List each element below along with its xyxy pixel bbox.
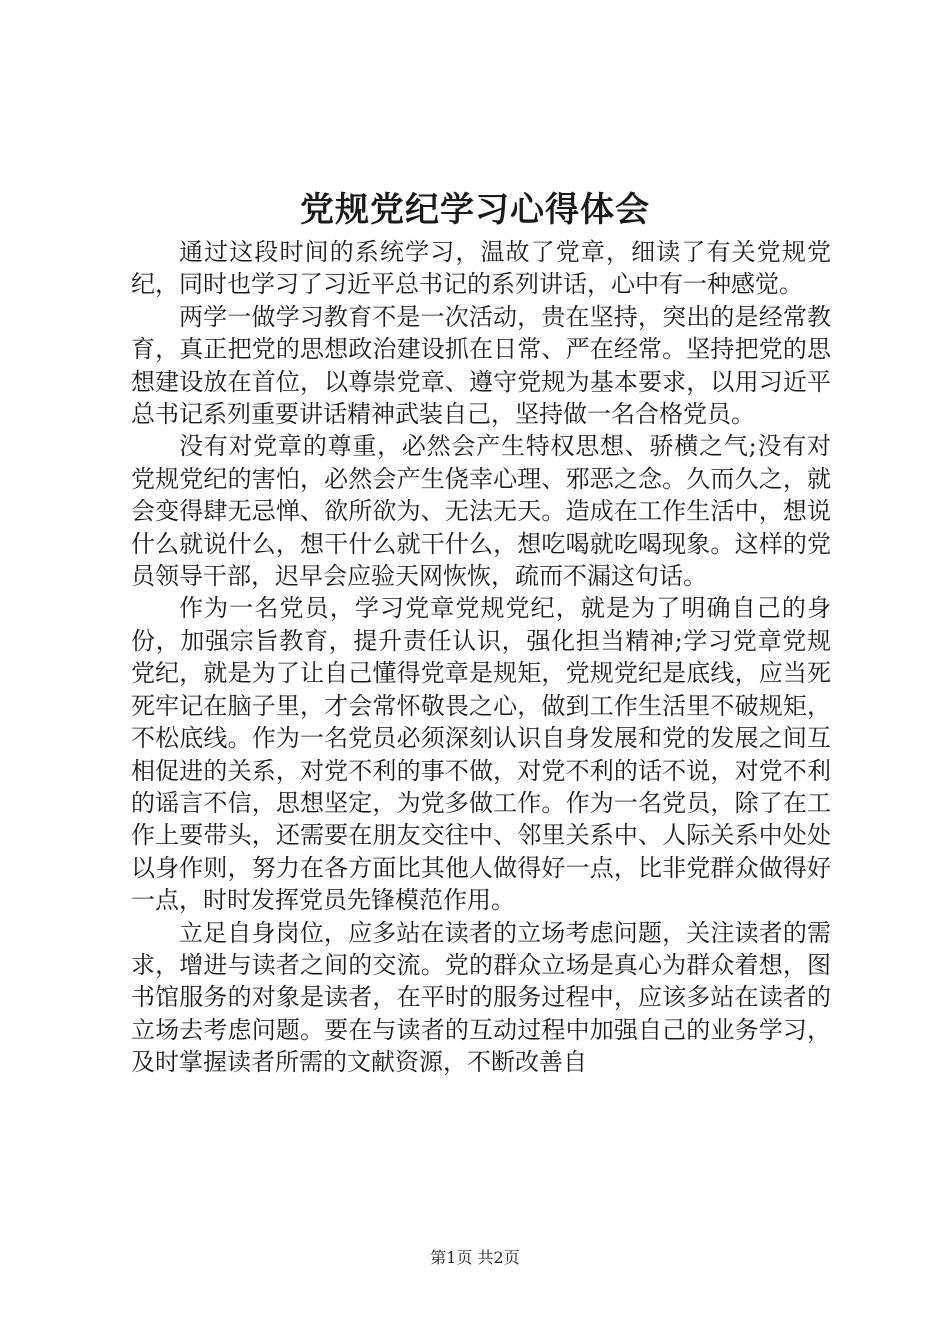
document-title: 党规党纪学习心得体会 bbox=[300, 190, 650, 230]
paragraph-5: 立足自身岗位，应多站在读者的立场考虑问题，关注读者的需求，增进与读者之间的交流。党的群众立场是真心为群众着想，图书馆服务的对象是读者，在平时的服务过程中，应该多站在读者的立场去考虑问题。要在与读者的互动过程中加强自己的业务学习，及时掌握读者所需的文献资源，不断改善自 bbox=[131, 918, 831, 1077]
document-body bbox=[131, 236, 831, 1079]
paragraph-2: 两学一做学习教育不是一次活动，贵在坚持，突出的是经常教育，真正把党的思想政治建设抓在日常、严在经常。坚持把党的思想建设放在首位，以尊崇党章、遵守党规为基本要求，以用习近平总书记系列重要讲话精神武装自己，坚持做一名合格党员。 bbox=[131, 302, 831, 429]
paragraph-3: 没有对党章的尊重，必然会产生特权思想、骄横之气;没有对党规党纪的害怕，必然会产生侥幸心理、邪恶之念。久而久之，就会变得肆无忌惮、欲所欲为、无法无天。造成在工作生活中，想说什么就说什么，想干什么就干什么，想吃喝就吃喝现象。这样的党员领导干部，迟早会应验天网恢恢，疏而不漏这句话。 bbox=[131, 432, 831, 591]
page-footer: 第1页 共2页 bbox=[430, 1248, 520, 1267]
paragraph-1: 通过这段时间的系统学习，温故了党章，细读了有关党规党纪，同时也学习了习近平总书记的系列讲话，心中有一种感觉。 bbox=[131, 238, 831, 299]
paragraph-4: 作为一名党员，学习党章党规党纪，就是为了明确自己的身份，加强宗旨教育，提升责任认识，强化担当精神;学习党章党规党纪，就是为了让自己懂得党章是规矩，党规党纪是底线，应当死死牢记在脑子里，才会常怀敬畏之心，做到工作生活里不破规矩，不松底线。作为一名党员必须深刻认识自身发展和党的发展之间互相促进的关系，对党不利的事不做，对党不利的话不说，对党不利的谣言不信，思想坚定，为党多做工作。作为一名党员，除了在工作上要带头，还需要在朋友交往中、邻里关系中、人际关系中处处以身作则，努力在各方面比其他人做得好一点，比非党群众做得好一点，时时发挥党员先锋模范作用。 bbox=[131, 594, 831, 915]
